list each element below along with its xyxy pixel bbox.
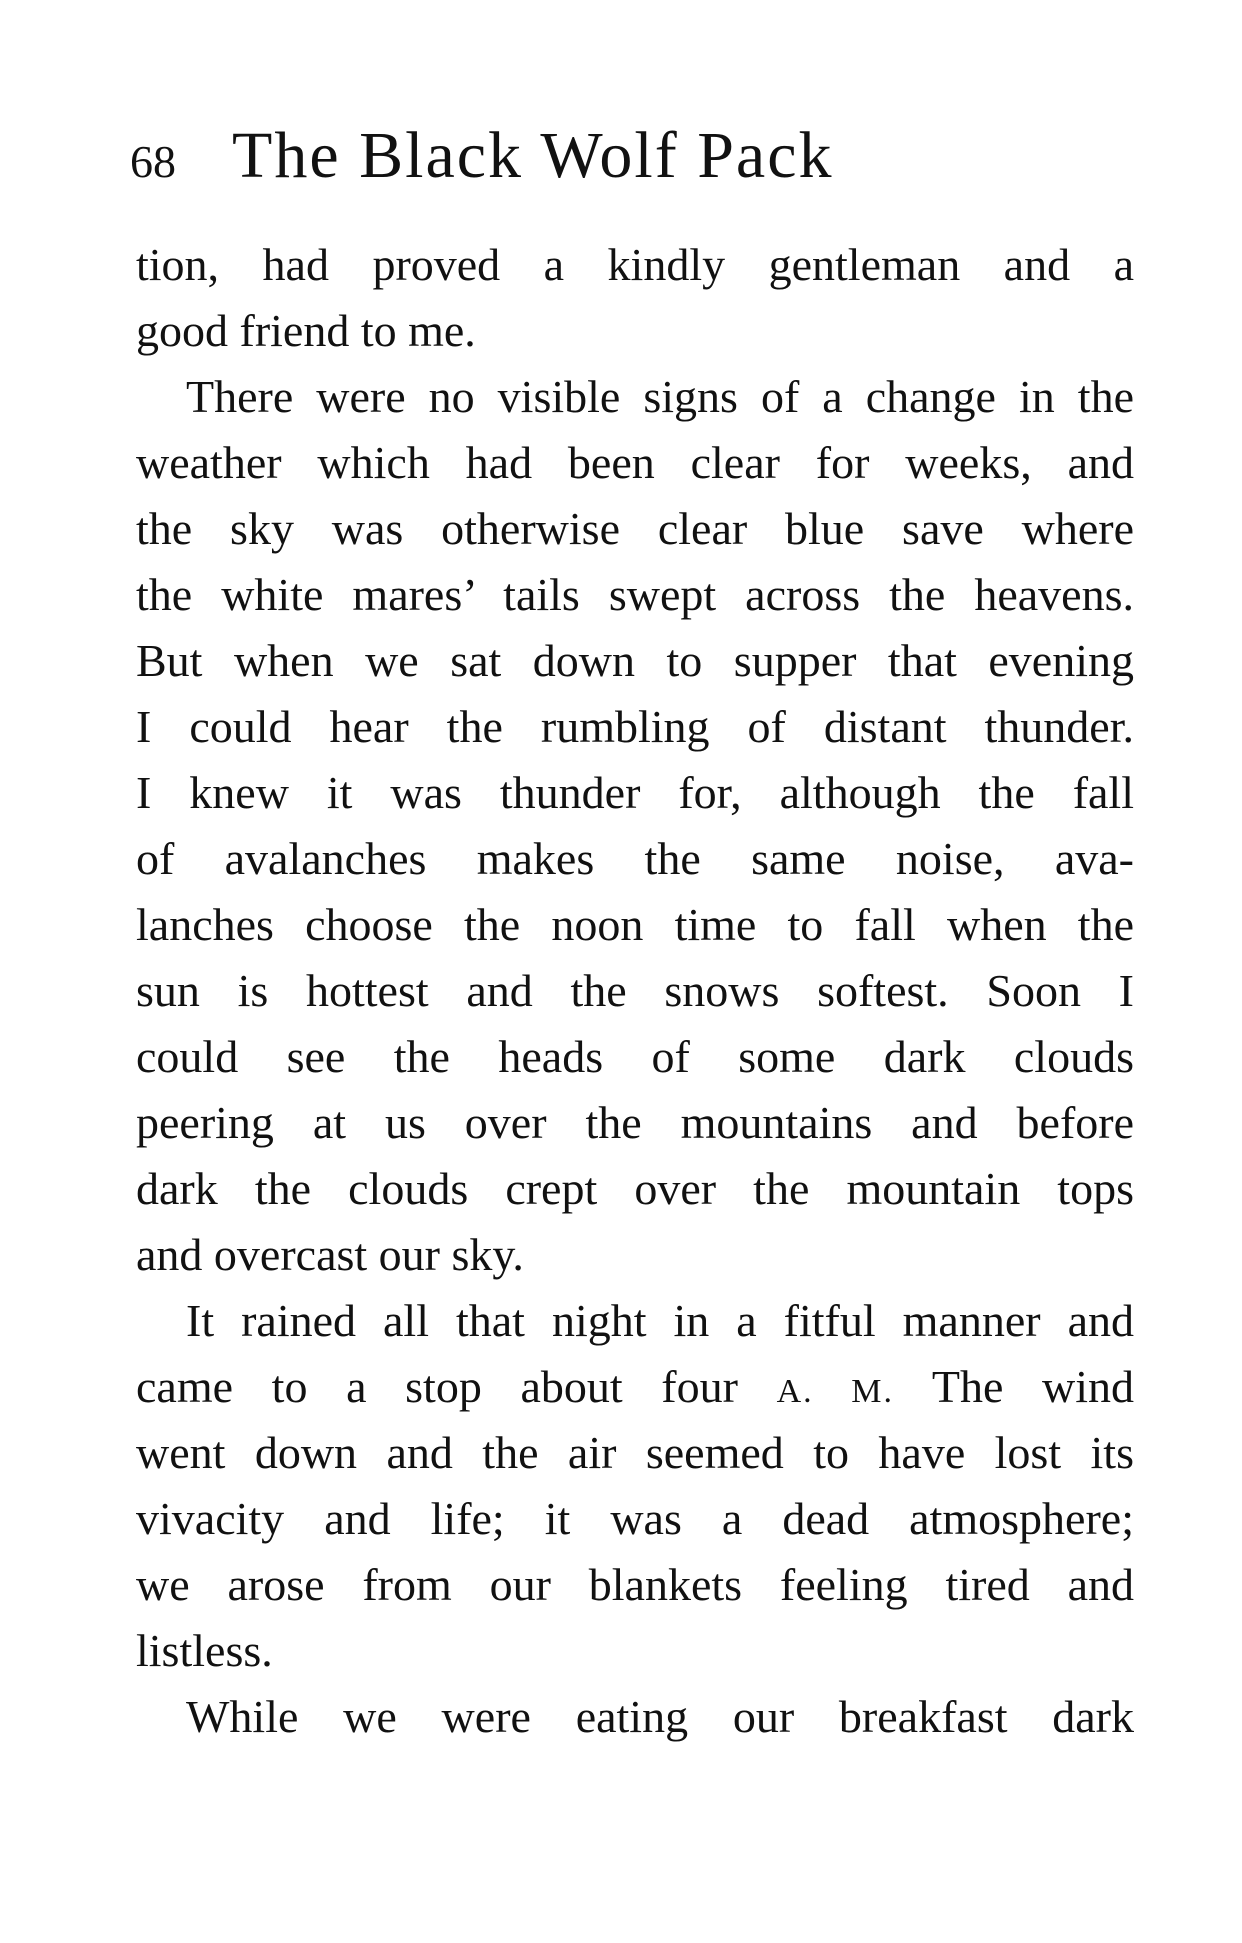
text-line: tion, had proved a kindly gentleman and a	[136, 239, 1134, 290]
text-line: There were no visible signs of a change in the	[186, 371, 1134, 422]
text-line: dark the clouds crept over the mountain tops	[136, 1163, 1134, 1214]
text-line: we arose from our blankets feeling tired and	[136, 1559, 1134, 1610]
time-abbreviation: A. M.	[776, 1373, 895, 1410]
text-line: sun is hottest and the snows softest. Soon I	[136, 965, 1134, 1016]
text-line: the sky was otherwise clear blue save where	[136, 503, 1134, 554]
text-line: weather which had been clear for weeks, and	[136, 437, 1134, 488]
text-line: I knew it was thunder for, although the fall	[136, 767, 1134, 818]
text-line: It rained all that night in a fitful manner and	[186, 1295, 1134, 1346]
text-line	[136, 1354, 1134, 1420]
text-line: could see the heads of some dark clouds	[136, 1031, 1134, 1082]
text-line-part: The wind	[894, 1361, 1134, 1412]
text-line: lanches choose the noon time to fall when the	[136, 899, 1134, 950]
text-line: vivacity and life; it was a dead atmosphere;	[136, 1493, 1134, 1544]
book-title: The Black Wolf Pack	[232, 119, 834, 192]
text-line: listless.	[136, 1625, 273, 1676]
text-line: While we were eating our breakfast dark	[186, 1691, 1134, 1742]
body-text	[136, 232, 1134, 1750]
text-line-part: came to a stop about four	[136, 1361, 777, 1412]
page-number: 68	[130, 136, 176, 187]
text-line: and overcast our sky.	[136, 1229, 524, 1280]
text-line: But when we sat down to supper that evening	[136, 635, 1134, 686]
text-line: I could hear the rumbling of distant thunder.	[136, 701, 1134, 752]
text-line: peering at us over the mountains and before	[136, 1097, 1134, 1148]
text-line: good friend to me.	[136, 305, 476, 356]
text-line: went down and the air seemed to have lost its	[136, 1427, 1134, 1478]
running-head	[130, 118, 1130, 208]
text-line: of avalanches makes the same noise, ava-	[136, 833, 1134, 884]
text-line: the white mares’ tails swept across the heavens.	[136, 569, 1134, 620]
